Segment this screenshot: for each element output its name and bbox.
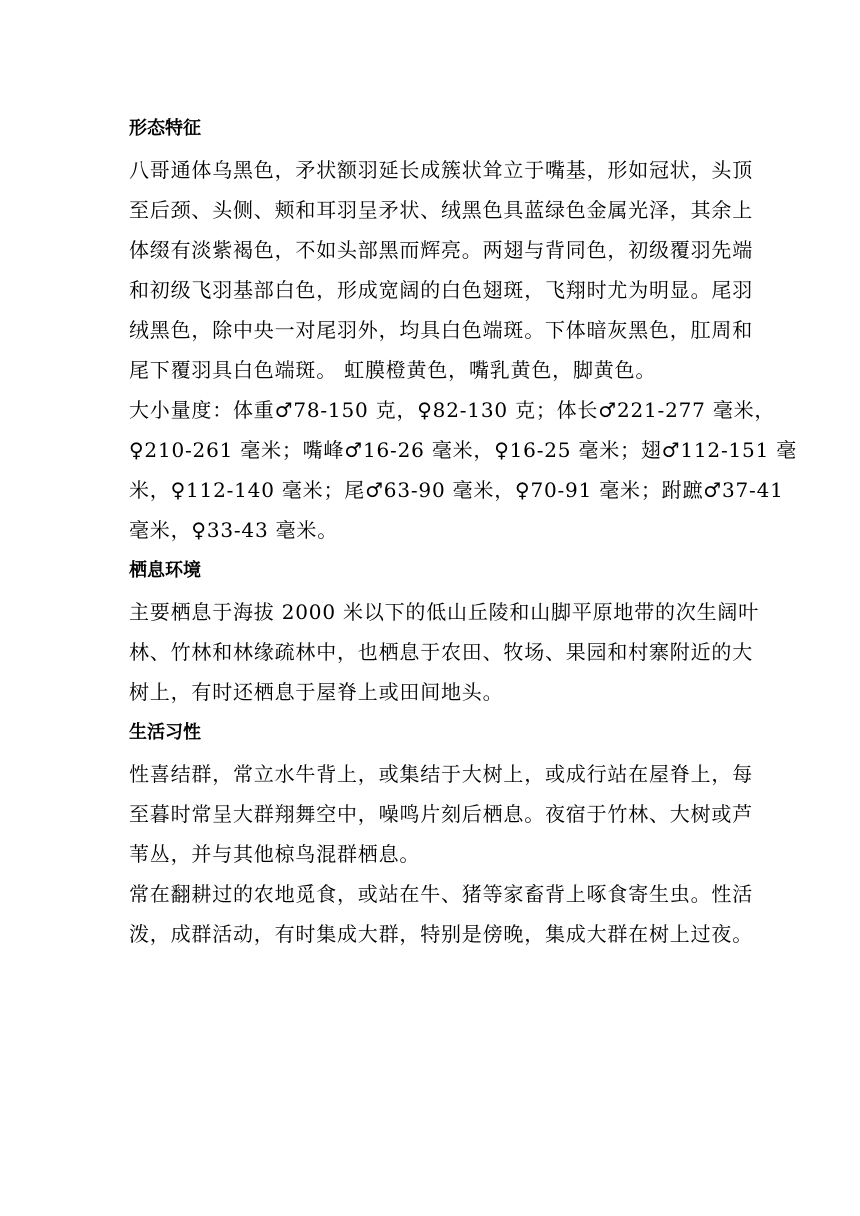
text-line: 常在翻耕过的农地觅食，或站在牛、猪等家畜背上啄食寄生虫。性活 [129, 882, 753, 906]
text-line: 树上，有时还栖息于屋脊上或田间地头。 [129, 680, 504, 704]
text-line: ♀210-261 毫米；嘴峰♂16-26 毫米，♀16-25 毫米；翅♂112-151 毫 [129, 438, 798, 462]
text-line: 林、竹林和林缘疏林中，也栖息于农田、牧场、果园和村寨附近的大 [129, 640, 753, 664]
text-line: 性喜结群，常立水牛背上，或集结于大树上，或成行站在屋脊上，每 [129, 762, 753, 786]
text-line: 大小量度：体重♂78-150 克，♀82-130 克；体长♂221-277 毫米， [129, 398, 776, 422]
paragraph [129, 592, 760, 712]
section-habitat [129, 550, 760, 712]
text-line: 体缀有淡紫褐色，不如头部黑而辉亮。两翅与背同色，初级覆羽先端 [129, 238, 753, 262]
section-heading: 形态特征 [129, 118, 201, 139]
text-line: 八哥通体乌黑色，矛状额羽延长成簇状耸立于嘴基，形如冠状，头顶 [129, 158, 753, 182]
paragraph [129, 390, 798, 550]
paragraph [129, 874, 753, 954]
text-line: 毫米，♀33-43 毫米。 [129, 518, 339, 542]
text-line: 尾下覆羽具白色端斑。 虹膜橙黄色，嘴乳黄色，脚黄色。 [129, 358, 657, 382]
paragraph [129, 150, 753, 390]
text-line: 至后颈、头侧、颊和耳羽呈矛状、绒黑色具蓝绿色金属光泽，其余上 [129, 198, 753, 222]
section-habits [129, 712, 753, 954]
text-line: 至暮时常呈大群翔舞空中，噪鸣片刻后栖息。夜宿于竹林、大树或芦 [129, 802, 753, 826]
paragraph [129, 754, 753, 874]
document-page [129, 108, 798, 954]
section-morphology [129, 108, 798, 550]
text-line: 和初级飞羽基部白色，形成宽阔的白色翅斑，飞翔时尤为明显。尾羽 [129, 278, 753, 302]
text-line: 泼，成群活动，有时集成大群，特别是傍晚，集成大群在树上过夜。 [129, 922, 753, 946]
text-line: 苇丛，并与其他椋鸟混群栖息。 [129, 842, 421, 866]
section-heading: 栖息环境 [129, 560, 201, 581]
text-line: 主要栖息于海拔 2000 米以下的低山丘陵和山脚平原地带的次生阔叶 [129, 600, 760, 624]
text-line: 米，♀112-140 毫米；尾♂63-90 毫米，♀70-91 毫米；跗蹠♂37-41 [129, 478, 784, 502]
section-heading: 生活习性 [129, 722, 201, 743]
text-line: 绒黑色，除中央一对尾羽外，均具白色端斑。下体暗灰黑色，肛周和 [129, 318, 753, 342]
